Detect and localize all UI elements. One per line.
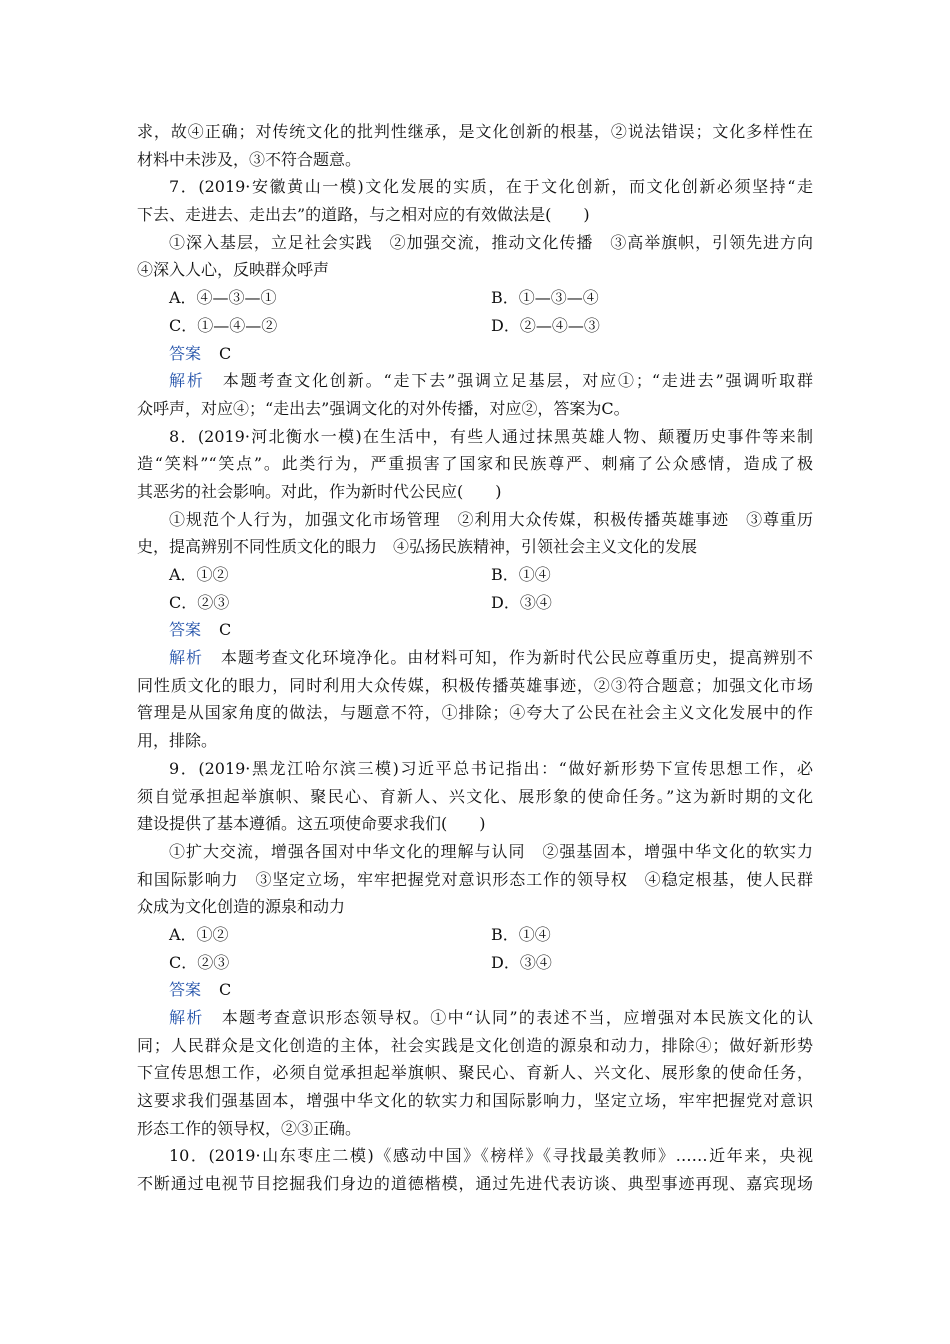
analysis-text: 本题考查文化环境净化。由材料可知，作为新时代公民应尊重历史，提高辨别不 xyxy=(220,648,813,668)
analysis-text: 形态工作的领导权，②③正确。 xyxy=(137,1118,362,1138)
analysis-label: 解析 xyxy=(169,648,203,668)
question-stem: 下去、走进去、走出去”的道路，与之相对应的有效做法是( ) xyxy=(137,205,590,225)
options-row xyxy=(137,561,813,589)
question-items: ①规范个人行为，加强文化市场管理 ②利用大众传媒，积极传播英雄事迹 ③尊重历 xyxy=(169,509,813,529)
analysis-line xyxy=(137,1004,813,1032)
option-b: B．①④ xyxy=(491,565,551,584)
options-row xyxy=(137,312,813,340)
analysis-text: 同；人民群众是文化创造的主体，社会实践是文化创造的源泉和动力，排除④；做好新形势 xyxy=(137,1035,813,1055)
analysis-text: 本题考查意识形态领导权。①中“认同”的表述不当，应增强对本民族文化的认 xyxy=(221,1008,813,1027)
analysis-label: 解析 xyxy=(169,1008,204,1027)
answer-line xyxy=(137,340,813,368)
answer-label: 答案 xyxy=(169,620,202,640)
question-items: ④深入人心，反映群众呼声 xyxy=(137,260,330,280)
analysis-text: 同性质文化的眼力，同时利用大众传媒，积极传播英雄事迹，②③符合题意；加强文化市场 xyxy=(137,675,813,695)
document-page xyxy=(137,118,813,1198)
answer-value: C xyxy=(219,980,232,1000)
answer-label: 答案 xyxy=(169,980,202,1000)
answer-value: C xyxy=(219,343,232,363)
answer-value: C xyxy=(219,620,232,640)
question-items: 和国际影响力 ③坚定立场，牢牢把握党对意识形态工作的领导权 ④稳定根基，使人民群 xyxy=(137,869,813,889)
answer-label: 答案 xyxy=(169,343,202,363)
analysis-line xyxy=(137,367,813,395)
analysis-text: 本题考查文化创新。“走下去”强调立足基层，对应①；“走进去”强调听取群 xyxy=(222,371,813,391)
analysis-line xyxy=(137,644,813,672)
question-items: ①深入基层，立足社会实践 ②加强交流，推动文化传播 ③高举旗帜，引领先进方向 xyxy=(169,232,813,252)
analysis-text: 这要求我们强基固本，增强中华文化的软实力和国际影响力，坚定立场，牢牢把握党对意识 xyxy=(137,1091,813,1111)
question-stem: 8．(2019·河北衡水一模)在生活中，有些人通过抹黑英雄人物、颠覆历史事件等来制 xyxy=(169,426,813,446)
question-stem: 10．(2019·山东枣庄二模)《感动中国》《榜样》《寻找最美教师》……近年来，央视 xyxy=(169,1146,813,1166)
question-8 xyxy=(137,423,813,755)
question-stem: 不断通过电视节目挖掘我们身边的道德楷模，通过先进代表访谈、典型事迹再现、嘉宾现场 xyxy=(137,1174,813,1194)
question-7 xyxy=(137,173,813,422)
analysis-text: 众呼声，对应④；“走出去”强调文化的对外传播，对应②，答案为C。 xyxy=(137,398,630,418)
question-stem: 9．(2019·黑龙江哈尔滨三模)习近平总书记指出：“做好新形势下宣传思想工作，必 xyxy=(169,758,813,778)
option-a: A．①② xyxy=(169,924,229,944)
options-row xyxy=(137,949,813,977)
option-d: D．③④ xyxy=(491,592,552,612)
question-stem: 7．(2019·安徽黄山一模)文化发展的实质，在于文化创新，而文化创新必须坚持“走 xyxy=(169,177,813,197)
answer-line xyxy=(137,976,813,1004)
question-stem: 建设提供了基本遵循。这五项使命要求我们( ) xyxy=(137,814,486,834)
question-items: ①扩大交流，增强各国对中华文化的理解与认同 ②强基固本，增强中华文化的软实力 xyxy=(169,841,813,861)
options-row xyxy=(137,921,813,949)
analysis-text: 用，排除。 xyxy=(137,731,218,751)
question-stem: 造“笑料”“笑点”。此类行为，严重损害了国家和民族尊严、刺痛了公众感情，造成了极 xyxy=(137,454,813,474)
option-d: D．③④ xyxy=(491,952,552,972)
option-a: A．①② xyxy=(169,565,229,584)
text-line: 材料中未涉及，③不符合题意。 xyxy=(137,149,362,169)
question-stem: 其恶劣的社会影响。对此，作为新时代公民应( ) xyxy=(137,481,502,501)
text-line: 求，故④正确；对传统文化的批判性继承，是文化创新的根基，②说法错误；文化多样性在 xyxy=(137,122,813,141)
option-b: B．①—③—④ xyxy=(491,288,599,308)
question-10 xyxy=(137,1142,813,1197)
option-c: C．②③ xyxy=(169,592,230,612)
option-d: D．②—④—③ xyxy=(491,315,600,335)
option-b: B．①④ xyxy=(491,924,551,944)
analysis-label: 解析 xyxy=(169,371,205,391)
option-c: C．②③ xyxy=(169,952,230,972)
analysis-text: 管理是从国家角度的做法，与题意不符，①排除；④夸大了公民在社会主义文化发展中的作 xyxy=(137,703,813,723)
options-row xyxy=(137,284,813,312)
option-c: C．①—④—② xyxy=(169,315,278,335)
answer-line xyxy=(137,616,813,644)
analysis-text: 下宣传思想工作，必须自觉承担起举旗帜、聚民心、育新人、兴文化、展形象的使命任务， xyxy=(137,1063,813,1083)
question-items: 史，提高辨别不同性质文化的眼力 ④弘扬民族精神，引领社会主义文化的发展 xyxy=(137,537,698,557)
option-a: A．④—③—① xyxy=(169,288,277,308)
question-items: 众成为文化创造的源泉和动力 xyxy=(137,897,346,917)
options-row xyxy=(137,589,813,617)
question-stem: 须自觉承担起举旗帜、聚民心、育新人、兴文化、展形象的使命任务。”这为新时期的文化 xyxy=(137,786,813,806)
question-9 xyxy=(137,755,813,1143)
